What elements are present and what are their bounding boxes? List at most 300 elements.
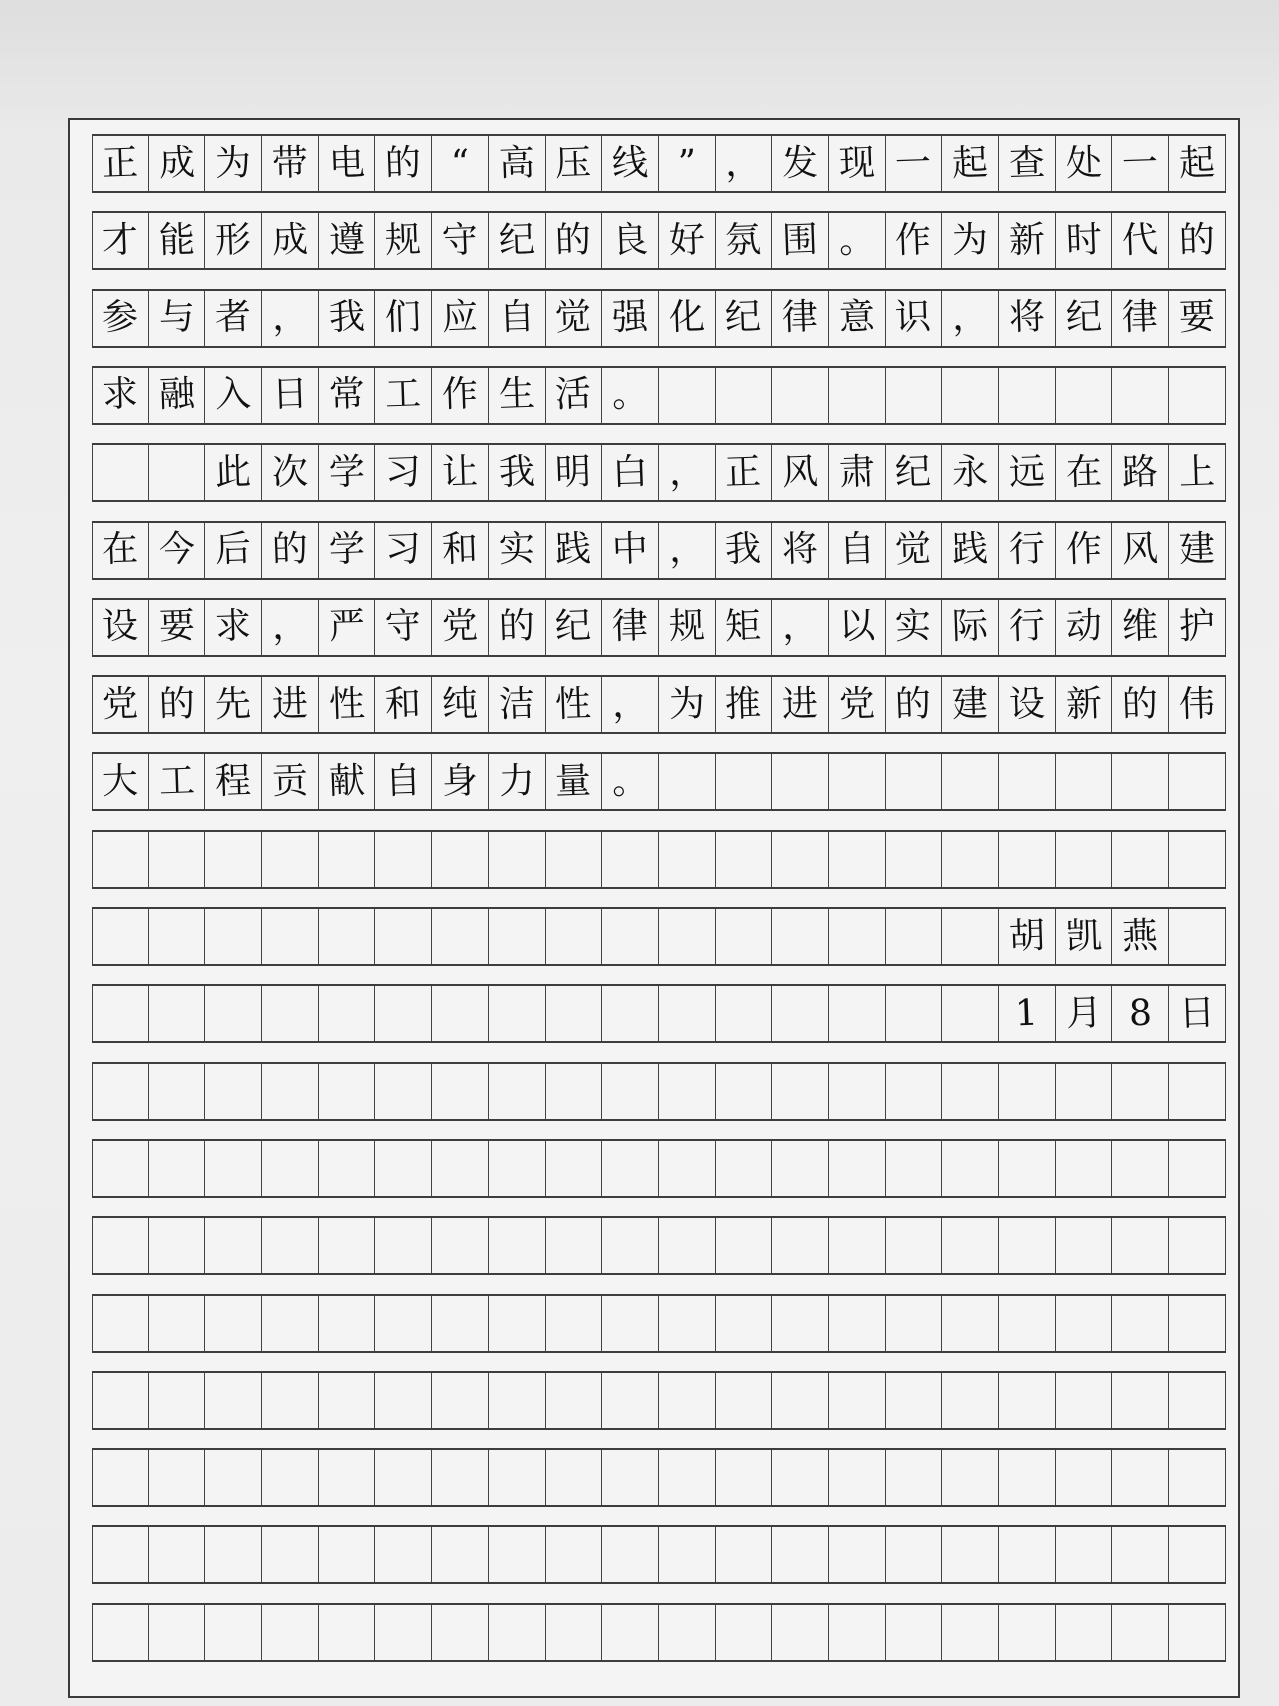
grid-cell [716, 1296, 773, 1351]
grid-cell [546, 523, 603, 578]
handwritten-char: 律 [611, 605, 649, 648]
handwritten-char: 自 [838, 528, 876, 571]
handwritten-char: 工 [157, 760, 196, 803]
grid-cell [772, 754, 829, 809]
grid-cell [205, 1527, 262, 1582]
handwritten-char: 我 [327, 296, 366, 339]
grid-cell [432, 1527, 489, 1582]
grid-cell [432, 1605, 489, 1660]
grid-cell [659, 368, 716, 423]
handwritten-char: ， [781, 605, 819, 648]
grid-cell [829, 368, 886, 423]
grid-cell [489, 909, 546, 964]
handwritten-char: 习 [384, 528, 422, 571]
handwritten-char: 好 [667, 219, 706, 262]
handwritten-char: 设 [1008, 682, 1046, 726]
grid-cell [1056, 1296, 1113, 1351]
grid-row [92, 134, 1226, 193]
grid-cell [829, 1450, 886, 1505]
grid-cell [149, 1141, 206, 1196]
grid-cell [772, 445, 829, 500]
handwritten-char: 让 [441, 451, 479, 494]
grid-cell [716, 1605, 773, 1660]
handwritten-char: 程 [214, 760, 252, 803]
handwritten-char: 贡 [271, 760, 309, 803]
grid-cell [886, 1527, 943, 1582]
grid-row [92, 521, 1226, 580]
grid-cell [999, 600, 1056, 655]
handwritten-char: 实 [497, 528, 536, 571]
grid-cell [772, 832, 829, 887]
grid-cell [319, 1296, 376, 1351]
grid-cell [205, 291, 262, 346]
grid-cell [602, 677, 659, 732]
handwritten-char: 和 [441, 528, 479, 571]
grid-cell [92, 445, 149, 500]
handwritten-char: 活 [554, 373, 593, 417]
grid-cell [1112, 523, 1169, 578]
grid-cell [1169, 832, 1226, 887]
grid-cell [999, 136, 1056, 191]
grid-cell [1169, 1373, 1226, 1428]
grid-cell [1112, 136, 1169, 191]
handwritten-char: 作 [1064, 528, 1103, 571]
grid-cell [999, 1218, 1056, 1273]
grid-cell [149, 986, 206, 1041]
grid-cell [149, 1373, 206, 1428]
grid-cell [489, 986, 546, 1041]
handwritten-char: 作 [894, 219, 933, 262]
grid-cell [375, 445, 432, 500]
handwritten-char: 成 [157, 141, 196, 185]
grid-cell [772, 986, 829, 1041]
grid-cell [375, 677, 432, 732]
handwritten-char: 的 [497, 605, 536, 648]
handwritten-char: 习 [384, 451, 422, 494]
grid-cell [489, 523, 546, 578]
grid-cell [659, 213, 716, 268]
grid-cell [716, 291, 773, 346]
handwritten-char: 建 [1178, 528, 1216, 571]
grid-cell [602, 523, 659, 578]
handwritten-char: 进 [271, 682, 309, 726]
grid-cell [262, 213, 319, 268]
grid-cell [205, 1373, 262, 1428]
grid-cell [772, 1141, 829, 1196]
grid-cell [659, 1373, 716, 1428]
grid-cell [375, 986, 432, 1041]
grid-cell [546, 600, 603, 655]
grid-cell [262, 1064, 319, 1119]
grid-cell [999, 213, 1056, 268]
grid-cell [432, 832, 489, 887]
grid-cell [149, 213, 206, 268]
grid-cell [262, 1605, 319, 1660]
grid-cell [489, 1450, 546, 1505]
grid-cell [546, 1218, 603, 1273]
handwritten-char: 献 [327, 760, 366, 803]
grid-cell [92, 1373, 149, 1428]
grid-cell [659, 1605, 716, 1660]
grid-cell [319, 1450, 376, 1505]
grid-row [92, 1371, 1226, 1430]
grid-cell [829, 677, 886, 732]
grid-cell [375, 1450, 432, 1505]
handwritten-char: 日 [271, 373, 309, 417]
grid-cell [716, 1527, 773, 1582]
handwritten-char: 行 [1008, 605, 1046, 648]
handwritten-char: 的 [271, 528, 309, 571]
grid-cell [1056, 523, 1113, 578]
handwritten-char: 融 [157, 373, 196, 417]
grid-cell [205, 1141, 262, 1196]
grid-cell [602, 291, 659, 346]
grid-cell [1112, 213, 1169, 268]
grid-cell [886, 1141, 943, 1196]
grid-cell [659, 1141, 716, 1196]
handwritten-char: 律 [781, 296, 819, 339]
grid-cell [319, 368, 376, 423]
grid-cell [829, 136, 886, 191]
grid-cell [375, 213, 432, 268]
grid-cell [205, 523, 262, 578]
grid-cell [149, 909, 206, 964]
handwritten-char: 风 [1121, 528, 1159, 571]
grid-cell [716, 1218, 773, 1273]
grid-cell [1169, 1527, 1226, 1582]
grid-cell [716, 368, 773, 423]
grid-cell [375, 523, 432, 578]
grid-cell [92, 1141, 149, 1196]
grid-cell [772, 291, 829, 346]
grid-cell [546, 1605, 603, 1660]
grid-row [92, 1216, 1226, 1275]
grid-cell [489, 754, 546, 809]
handwritten-char: 纪 [1064, 296, 1103, 339]
grid-cell [886, 1605, 943, 1660]
handwritten-char: 形 [214, 219, 252, 262]
handwritten-char: 将 [781, 528, 819, 571]
handwritten-char: 。 [611, 760, 649, 803]
grid-cell [546, 136, 603, 191]
grid-cell [375, 291, 432, 346]
grid-cell [999, 832, 1056, 887]
grid-cell [999, 1296, 1056, 1351]
grid-cell [1112, 986, 1169, 1041]
handwritten-char: 行 [1008, 528, 1046, 571]
grid-cell [659, 523, 716, 578]
grid-cell [772, 1218, 829, 1273]
grid-cell [772, 1373, 829, 1428]
handwritten-char: 查 [1008, 141, 1046, 185]
grid-cell [149, 523, 206, 578]
grid-row [92, 366, 1226, 425]
grid-cell [432, 291, 489, 346]
handwritten-char: 应 [441, 296, 479, 339]
handwritten-char: 为 [214, 141, 252, 185]
grid-cell [546, 909, 603, 964]
grid-cell [149, 291, 206, 346]
handwritten-char: 带 [271, 141, 309, 185]
grid-cell [1169, 600, 1226, 655]
grid-cell [602, 832, 659, 887]
grid-cell [546, 986, 603, 1041]
grid-cell [1056, 1064, 1113, 1119]
grid-cell [1112, 1373, 1169, 1428]
grid-cell [772, 136, 829, 191]
handwritten-char: 为 [667, 682, 706, 726]
grid-cell [319, 832, 376, 887]
handwritten-char: 大 [101, 760, 140, 803]
grid-cell [829, 754, 886, 809]
grid-cell [602, 909, 659, 964]
grid-cell [489, 1218, 546, 1273]
grid-cell [942, 1218, 999, 1273]
grid-cell [829, 986, 886, 1041]
grid-cell [375, 1218, 432, 1273]
grid-cell [942, 523, 999, 578]
grid-cell [999, 1450, 1056, 1505]
handwritten-char: 自 [384, 760, 422, 803]
grid-cell [886, 1373, 943, 1428]
handwritten-char: 识 [894, 296, 933, 339]
handwritten-char: 护 [1178, 605, 1216, 648]
handwritten-char: 规 [667, 605, 706, 648]
grid-cell [1169, 754, 1226, 809]
grid-cell [942, 1527, 999, 1582]
grid-cell [1056, 832, 1113, 887]
grid-cell [205, 1064, 262, 1119]
grid-cell [602, 1450, 659, 1505]
grid-cell [999, 1064, 1056, 1119]
grid-cell [92, 909, 149, 964]
grid-cell [149, 1064, 206, 1119]
grid-row [92, 907, 1226, 966]
grid-cell [1112, 832, 1169, 887]
grid-cell [602, 1373, 659, 1428]
grid-row [92, 1294, 1226, 1353]
grid-cell [602, 213, 659, 268]
handwritten-char: 白 [611, 451, 649, 494]
grid-cell [92, 291, 149, 346]
handwritten-char: 路 [1121, 451, 1159, 494]
handwritten-char: 学 [327, 451, 366, 494]
grid-cell [886, 445, 943, 500]
grid-cell [1169, 909, 1226, 964]
grid-cell [716, 600, 773, 655]
grid-cell [1056, 1373, 1113, 1428]
grid-cell [999, 1527, 1056, 1582]
grid-cell [942, 368, 999, 423]
grid-cell [999, 677, 1056, 732]
grid-cell [149, 1450, 206, 1505]
handwritten-char: 实 [894, 605, 933, 648]
grid-cell [659, 832, 716, 887]
grid-cell [319, 1064, 376, 1119]
grid-cell [942, 986, 999, 1041]
grid-cell [886, 1296, 943, 1351]
grid-cell [489, 600, 546, 655]
grid-cell [1056, 1527, 1113, 1582]
handwritten-char: 强 [611, 296, 649, 339]
grid-cell [262, 1218, 319, 1273]
grid-cell [659, 1064, 716, 1119]
grid-cell [942, 1296, 999, 1351]
handwritten-char: 求 [214, 605, 252, 648]
grid-cell [205, 1605, 262, 1660]
grid-cell [149, 832, 206, 887]
handwritten-char: 入 [214, 373, 252, 417]
handwritten-char: 纪 [554, 605, 593, 648]
grid-cell [659, 1450, 716, 1505]
handwritten-char: 际 [951, 605, 989, 648]
handwritten-char: 代 [1121, 219, 1159, 262]
grid-cell [659, 909, 716, 964]
handwritten-char: 要 [157, 605, 196, 648]
grid-cell [375, 1064, 432, 1119]
grid-cell [92, 1064, 149, 1119]
grid-cell [546, 291, 603, 346]
handwritten-char: 严 [327, 605, 366, 648]
grid-cell [92, 677, 149, 732]
handwritten-char: 一 [894, 141, 933, 185]
grid-cell [262, 677, 319, 732]
grid-cell [1112, 1527, 1169, 1582]
handwritten-char: 建 [951, 682, 989, 726]
grid-cell [942, 213, 999, 268]
handwritten-char: 正 [101, 141, 140, 185]
handwritten-char: 今 [157, 528, 196, 571]
grid-cell [602, 1141, 659, 1196]
handwritten-char: 的 [384, 141, 422, 185]
grid-cell [149, 1605, 206, 1660]
grid-cell [432, 523, 489, 578]
grid-cell [602, 986, 659, 1041]
handwritten-char: 上 [1178, 451, 1216, 494]
handwritten-char: 工 [384, 373, 422, 417]
handwritten-char: 处 [1064, 141, 1103, 185]
grid-cell [432, 909, 489, 964]
grid-cell [432, 677, 489, 732]
handwritten-char: 纯 [441, 682, 479, 726]
grid-cell [262, 445, 319, 500]
handwritten-char: 8 [1128, 992, 1153, 1035]
grid-cell [829, 909, 886, 964]
grid-cell [772, 213, 829, 268]
grid-cell [886, 986, 943, 1041]
grid-row [92, 598, 1226, 657]
handwritten-char: 践 [554, 528, 593, 571]
grid-cell [432, 1141, 489, 1196]
grid-cell [716, 909, 773, 964]
grid-cell [1056, 213, 1113, 268]
grid-cell [942, 1373, 999, 1428]
handwritten-char: 伟 [1178, 682, 1216, 726]
grid-cell [375, 909, 432, 964]
grid-cell [1169, 213, 1226, 268]
handwritten-char: 纪 [724, 296, 763, 339]
handwritten-char: 践 [951, 528, 989, 571]
grid-cell [1056, 1605, 1113, 1660]
handwritten-char: 此 [214, 451, 252, 494]
handwritten-char: ， [611, 682, 649, 726]
grid-cell [716, 1064, 773, 1119]
grid-cell [489, 1064, 546, 1119]
handwritten-char: “ [450, 142, 470, 184]
grid-cell [942, 291, 999, 346]
handwritten-char: 起 [1178, 141, 1216, 185]
grid-cell [999, 1141, 1056, 1196]
grid-cell [886, 213, 943, 268]
grid-cell [659, 445, 716, 500]
grid-cell [999, 1373, 1056, 1428]
handwritten-char: ， [724, 141, 763, 185]
grid-cell [1112, 600, 1169, 655]
grid-cell [432, 1373, 489, 1428]
grid-cell [262, 600, 319, 655]
handwritten-char: 肃 [838, 451, 876, 494]
grid-cell [659, 1218, 716, 1273]
handwritten-char: 我 [724, 528, 763, 571]
handwritten-char: 电 [327, 141, 366, 185]
grid-cell [432, 136, 489, 191]
grid-cell [716, 523, 773, 578]
grid-cell [602, 1296, 659, 1351]
grid-cell [716, 445, 773, 500]
grid-cell [92, 1218, 149, 1273]
grid-cell [149, 1527, 206, 1582]
grid-cell [716, 1373, 773, 1428]
handwritten-char: 新 [1008, 219, 1046, 262]
grid-cell [1056, 677, 1113, 732]
grid-cell [489, 1373, 546, 1428]
grid-cell [432, 986, 489, 1041]
handwritten-char: 的 [1121, 682, 1159, 726]
handwritten-char: 胡 [1008, 914, 1046, 958]
grid-cell [92, 213, 149, 268]
grid-cell [546, 1373, 603, 1428]
grid-cell [149, 1296, 206, 1351]
grid-cell [1112, 1141, 1169, 1196]
grid-cell [1056, 291, 1113, 346]
handwritten-char: 现 [838, 141, 876, 185]
grid-cell [375, 1296, 432, 1351]
grid-cell [262, 1141, 319, 1196]
grid-cell [489, 1527, 546, 1582]
grid-cell [716, 754, 773, 809]
grid-cell [886, 1218, 943, 1273]
grid-cell [886, 677, 943, 732]
handwritten-char: ， [951, 296, 989, 339]
grid-cell [205, 677, 262, 732]
handwritten-char: 进 [781, 682, 819, 726]
handwritten-char: 觉 [894, 528, 933, 571]
grid-cell [546, 1527, 603, 1582]
handwritten-char: 纪 [497, 219, 536, 262]
grid-cell [262, 1296, 319, 1351]
grid-cell [829, 1296, 886, 1351]
grid-cell [602, 136, 659, 191]
grid-cell [1169, 986, 1226, 1041]
grid-cell [432, 445, 489, 500]
grid-row [92, 1525, 1226, 1584]
grid-cell [1056, 1218, 1113, 1273]
grid-cell [1112, 909, 1169, 964]
handwritten-char: ” [676, 142, 697, 184]
grid-cell [319, 1527, 376, 1582]
grid-cell [772, 600, 829, 655]
grid-cell [999, 523, 1056, 578]
